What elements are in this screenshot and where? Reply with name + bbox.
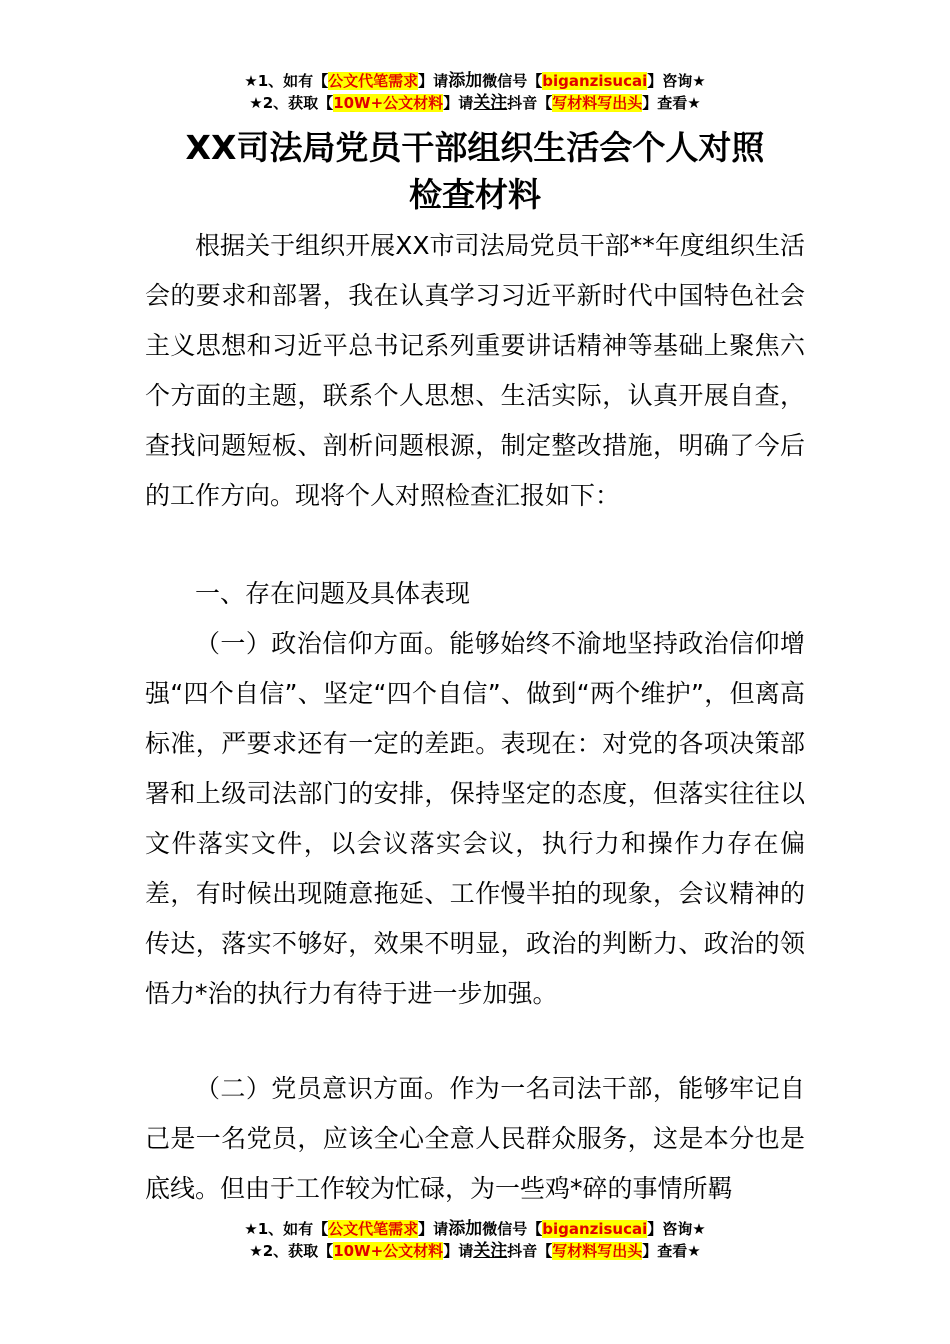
promo-highlight: 10W+公文材料 — [333, 1242, 444, 1260]
footer-promo-banner — [0, 1218, 950, 1262]
promo-highlight: biganzisucai — [542, 1220, 648, 1238]
title-line-1: XX司法局党员干部组织生活会个人对照 — [185, 128, 765, 167]
promo-highlight: 公文代笔需求 — [328, 72, 419, 90]
section-heading: 一、存在问题及具体表现 — [195, 579, 471, 608]
paragraph-political-belief: （一）政治信仰方面。能够始终不渝地坚持政治信仰增强“四个自信”、坚定“四个自信”、做到“两个维护”，但离高标准，严要求还有一定的差距。表现在：对党的各项决策部署和上级司法部门的安排，保持坚定的态度，但落实往往以文件落实文件，以会议落实会议，执行力和操作力存在偏差，有时候出现随意拖延、工作慢半拍的现象，会议精神的传达，落实不够好，效果不明显，政治的判断力、政治的领悟力*治的执行力有待于进一步加强。 — [145, 629, 805, 1008]
promo-line-1: ★1、如有【公文代笔需求】请添加微信号【biganzisucai】咨询★ — [244, 1219, 706, 1239]
document-title — [145, 124, 805, 218]
header-promo-banner — [0, 70, 950, 114]
title-line-2: 检查材料 — [409, 175, 541, 214]
promo-line-2: ★2、获取【10W+公文材料】请关注抖音【写材料写出头】查看★ — [249, 1241, 701, 1261]
promo-highlight: 10W+公文材料 — [333, 94, 444, 112]
promo-highlight: 公文代笔需求 — [328, 1220, 419, 1238]
paragraph-party-awareness: （二）党员意识方面。作为一名司法干部，能够牢记自己是一名党员，应该全心全意人民群众服务，这是本分也是底线。但由于工作较为忙碌，为一些鸡*碎的事情所羁 — [145, 1074, 805, 1203]
promo-line-1: ★1、如有【公文代笔需求】请添加微信号【biganzisucai】咨询★ — [244, 71, 706, 91]
promo-highlight: 写材料写出头 — [552, 94, 643, 112]
promo-highlight: biganzisucai — [542, 72, 648, 90]
promo-highlight: 写材料写出头 — [552, 1242, 643, 1260]
promo-line-2: ★2、获取【10W+公文材料】请关注抖音【写材料写出头】查看★ — [249, 93, 701, 113]
intro-paragraph: 根据关于组织开展XX市司法局党员干部**年度组织生活会的要求和部署，我在认真学习习近平新时代中国特色社会主义思想和习近平总书记系列重要讲话精神等基础上聚焦六个方面的主题，联系个人思想、生活实际，认真开展自查，查找问题短板、剖析问题根源，制定整改措施，明确了今后的工作方向。现将个人对照检查汇报如下： — [145, 231, 805, 510]
